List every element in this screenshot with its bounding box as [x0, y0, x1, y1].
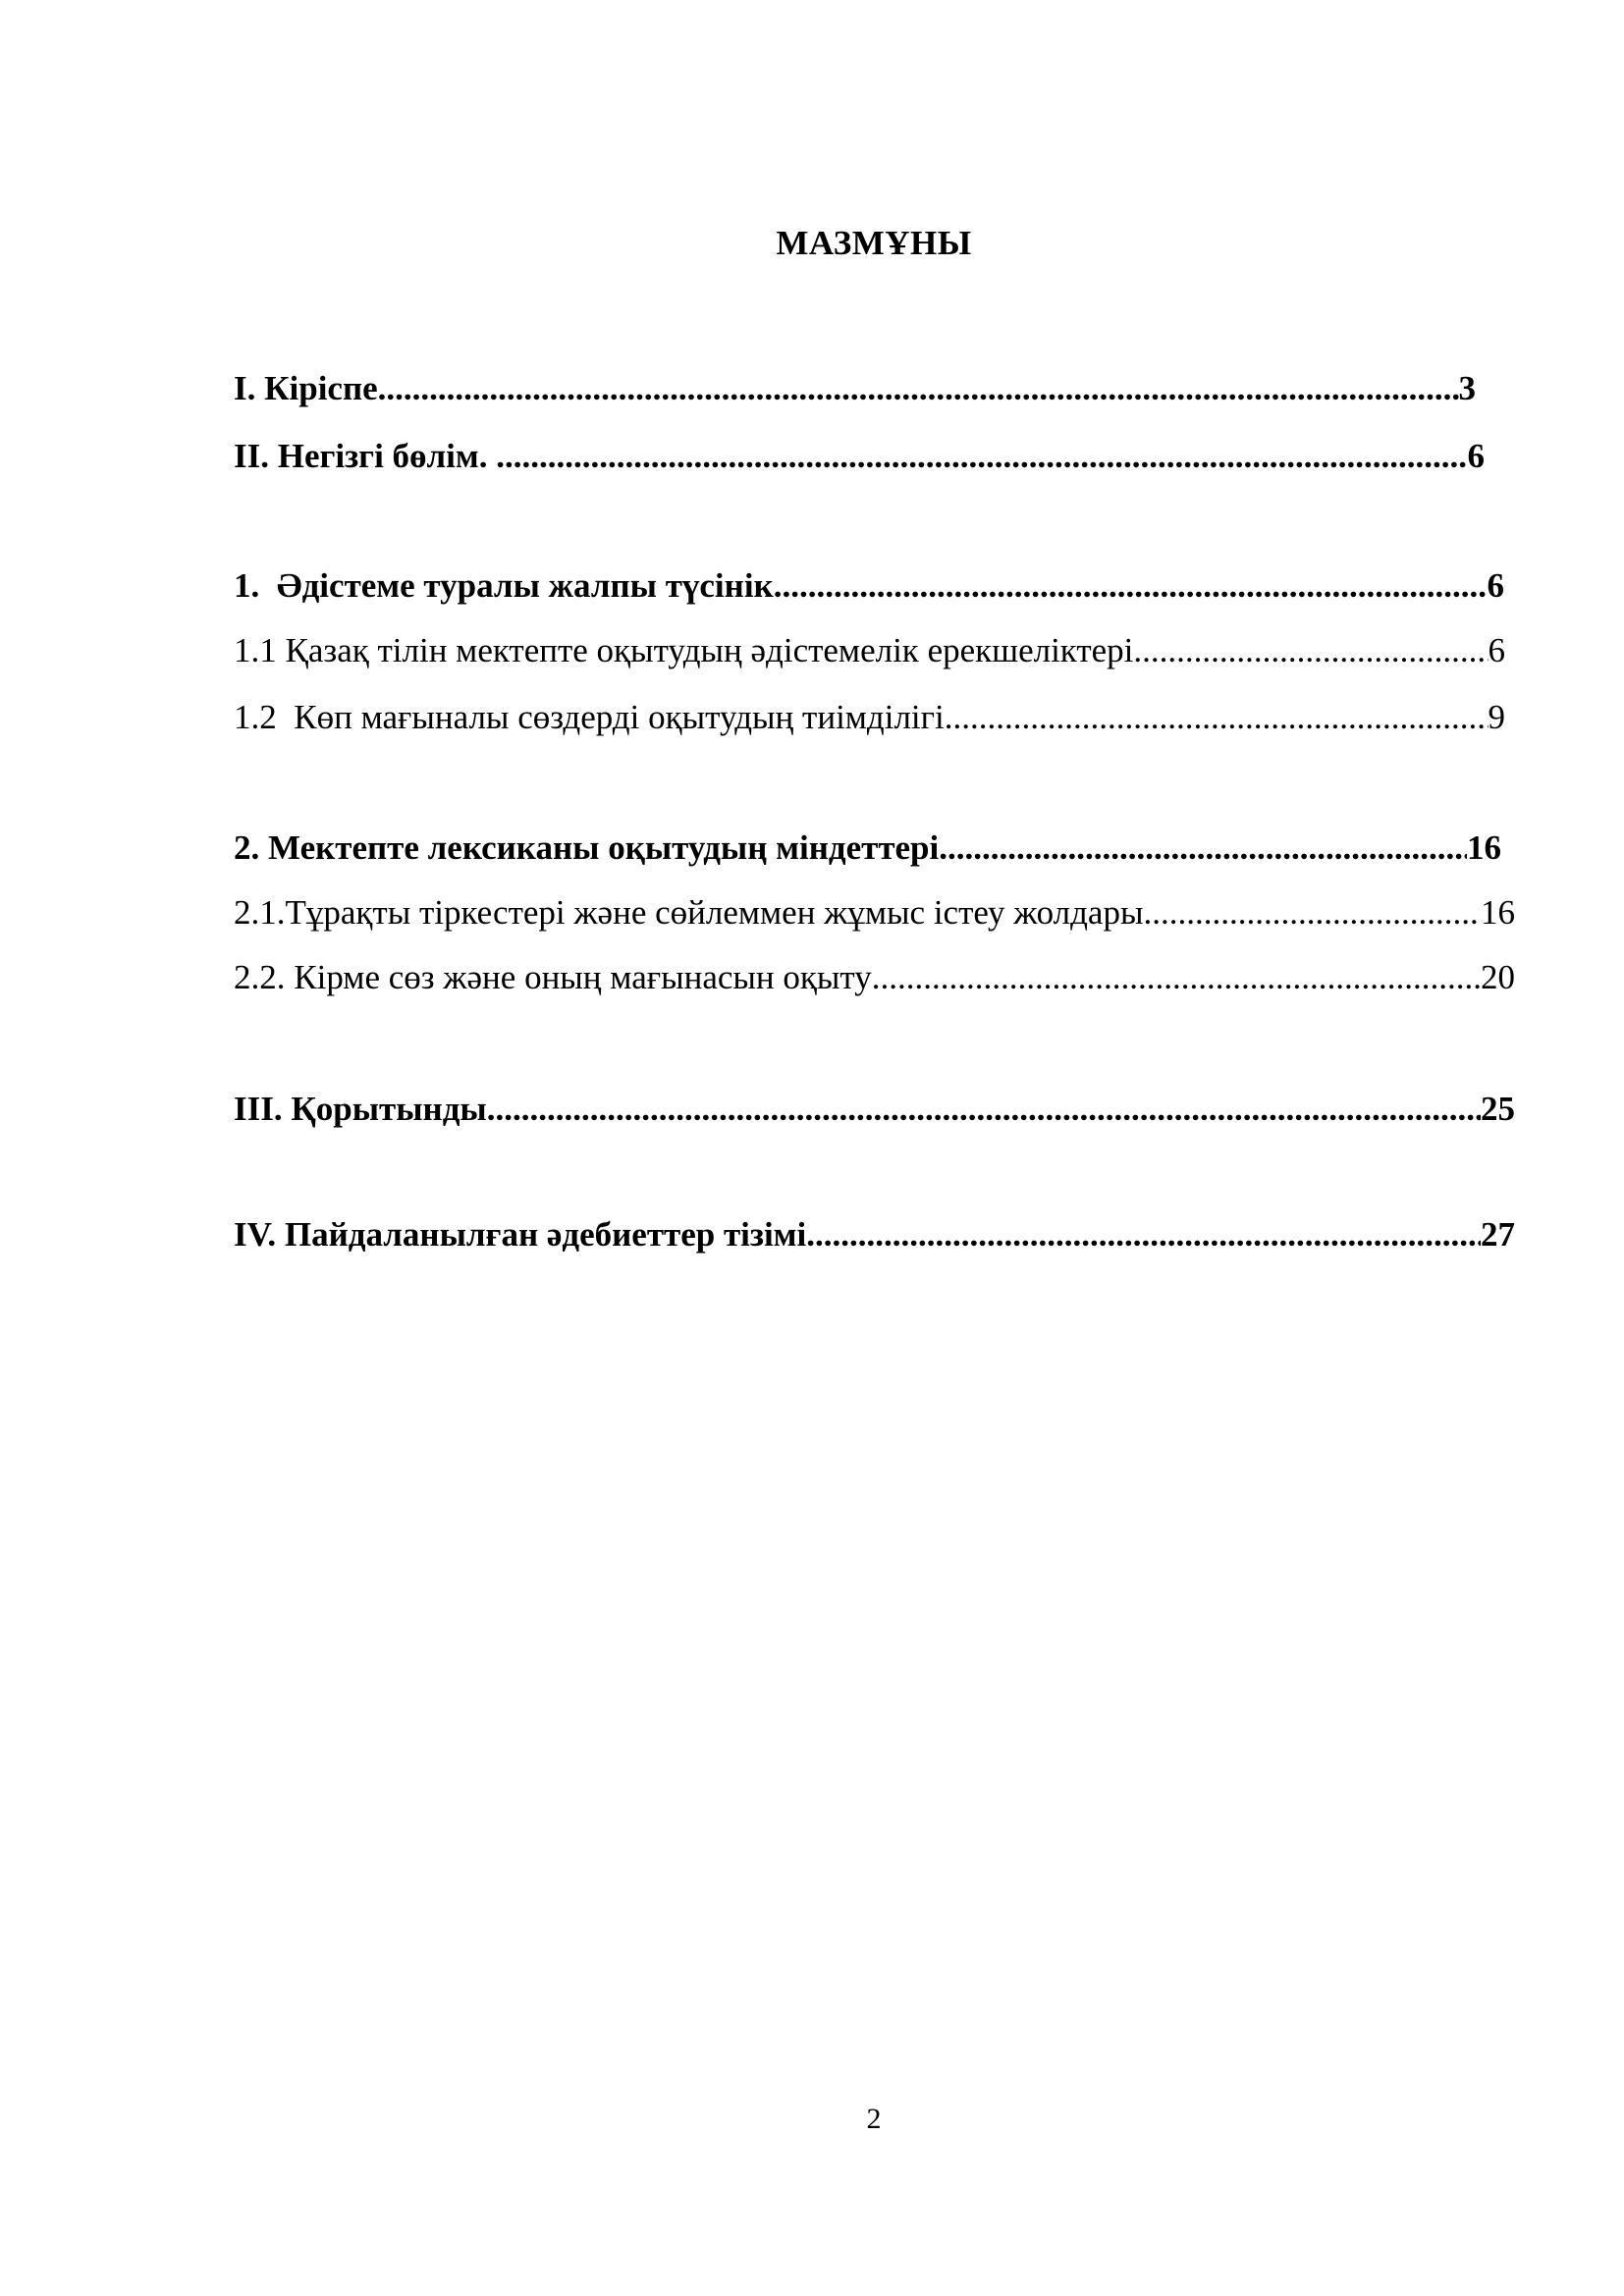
toc-entry-page: 16	[1481, 893, 1515, 932]
toc-dot-leader	[774, 564, 1488, 608]
toc-entry-section-2-1[interactable]	[234, 891, 1515, 934]
toc-entry-label: 2. Мектепте лексиканы оқытудың міндеттері	[234, 828, 940, 867]
toc-dot-leader	[872, 956, 1481, 999]
toc-entry-label: 1.1 Қазақ тілін мектепте оқытудың әдістемелік ерекшеліктері	[234, 631, 1134, 669]
toc-entry-page: 20	[1481, 958, 1515, 996]
toc-entry-section-1-2[interactable]	[234, 696, 1505, 739]
toc-entry-page: 6	[1467, 437, 1485, 475]
toc-entry-main-part[interactable]	[234, 435, 1485, 478]
toc-entry-section-1[interactable]	[234, 564, 1504, 608]
toc-entry-references[interactable]	[234, 1213, 1515, 1256]
toc-dot-leader	[496, 435, 1467, 478]
toc-dot-leader	[1143, 891, 1481, 934]
toc-dot-leader	[1133, 629, 1488, 672]
toc-entry-label: 2.1.Тұрақты тіркестері және сөйлеммен жұмыс істеу жолдары	[234, 893, 1144, 932]
toc-entry-section-2[interactable]	[234, 827, 1501, 870]
toc-dot-leader	[806, 1213, 1481, 1256]
toc-entry-page: 27	[1481, 1215, 1515, 1254]
toc-entry-label: 1. Әдістеме туралы жалпы түсінік	[234, 566, 774, 605]
page-number: 2	[866, 2103, 882, 2135]
toc-entry-label: IV. Пайдаланылған әдебиеттер тізімі	[234, 1215, 807, 1254]
toc-entry-page: 3	[1458, 369, 1476, 407]
toc-dot-leader	[487, 1088, 1481, 1131]
toc-entry-section-1-1[interactable]	[234, 629, 1505, 672]
toc-entry-section-2-2[interactable]	[234, 956, 1515, 999]
toc-dot-leader	[945, 696, 1489, 739]
toc-entry-label: 1.2 Көп мағыналы сөздерді оқытудың тиімділігі	[234, 698, 945, 736]
toc-entry-page: 25	[1481, 1090, 1515, 1128]
toc-entry-introduction[interactable]	[234, 367, 1476, 410]
toc-entry-page: 9	[1488, 698, 1505, 736]
toc-entry-label: II. Негізгі бөлім.	[234, 437, 497, 475]
page-title: МАЗМҰНЫ	[776, 224, 972, 262]
toc-entry-page: 6	[1487, 566, 1504, 605]
toc-entry-label: 2.2. Кірме сөз және оның мағынасын оқыту	[234, 958, 872, 996]
toc-entry-conclusion[interactable]	[234, 1088, 1515, 1131]
toc-dot-leader	[939, 827, 1467, 870]
toc-entry-label: III. Қорытынды	[234, 1090, 487, 1128]
toc-dot-leader	[378, 367, 1459, 410]
toc-entry-label: I. Кіріспе	[234, 369, 378, 407]
toc-entry-page: 6	[1488, 631, 1505, 669]
toc-entry-page: 16	[1467, 828, 1501, 867]
